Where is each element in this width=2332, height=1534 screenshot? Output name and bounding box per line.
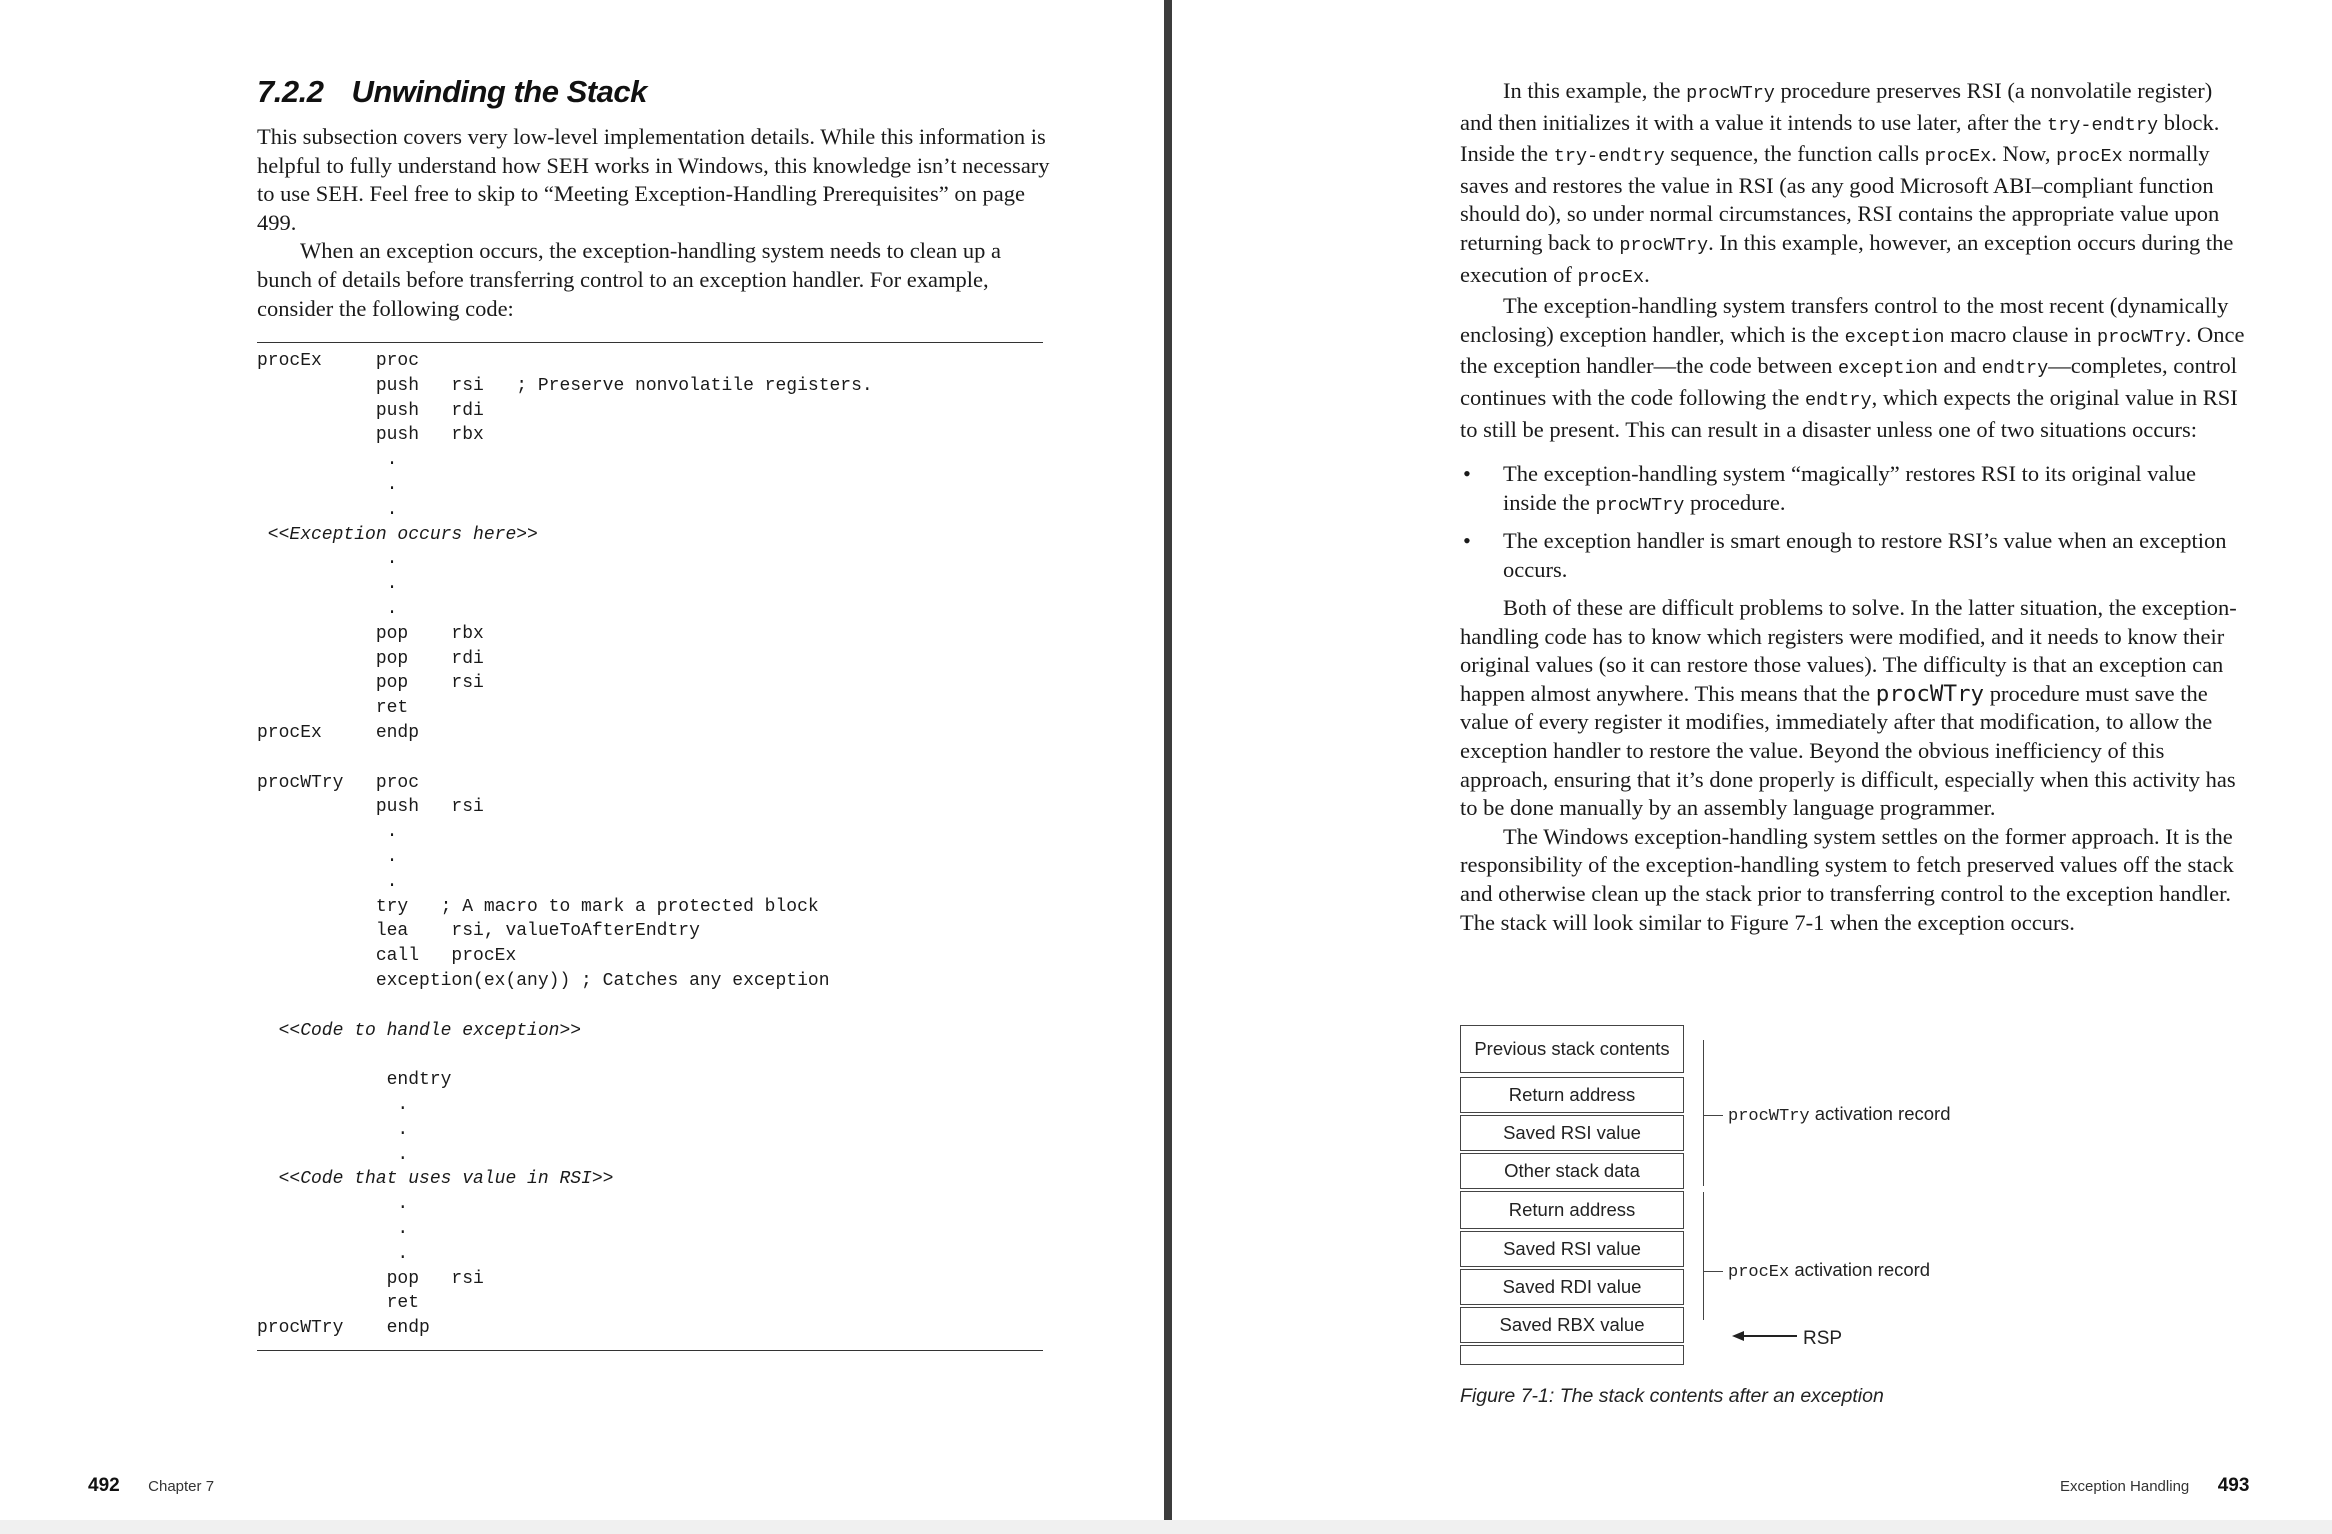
bullet-icon: • [1463,461,1471,486]
code-line: . [257,847,398,867]
code-line: . [257,1144,409,1165]
code-line: endtry [257,1070,452,1091]
code-line: . [257,450,398,471]
code-line: . [257,1219,409,1239]
code-line: . [257,574,398,595]
code-line: . [257,1243,409,1264]
bracket-tick [1703,1115,1723,1116]
chapter-label: Chapter 7 [148,1478,215,1495]
code-line: push rsi ; Preserve nonvolatile registers. [257,375,873,396]
page-number: 493 [2217,1475,2250,1496]
code-bottom-rule [257,1350,1043,1351]
code-line: . [257,871,398,892]
right-folio [2060,1475,2249,1497]
procex-activation-label: procEx activation record [1728,1259,1931,1282]
chapter-label: Exception Handling [2060,1478,2190,1495]
paragraph: The exception-handling system transfers control to the most recent (dynamically enclosing) exception handler, which is the exception macro clause in procWTry. Once the exception handler—the code between exception and endtry—completes, control continues with the code following the endtry, which expects the original value in RSI to still be present. This can result in a disaster unless one of two situations occurs: [1460,293,2245,442]
left-page [0,0,1164,1534]
code-line: try ; A macro to mark a protected block [257,896,819,917]
code-line: procWTry endp [257,1318,430,1339]
code-line: pop rsi [257,673,484,694]
bullet-icon: • [1463,528,1471,554]
code-line: procEx endp [257,723,420,743]
arrow-left-icon [1732,1329,1798,1343]
paragraph: Both of these are difficult problems to solve. In the latter situation, the exception-handling code has to know which registers were modified, and it needs to know their original values (so it can restore those values). The difficulty is that an exception can happen almost anywhere. This means that the procWTry procedure must save the value of every register it modifies, immediately after that modification, to allow the exception handler to restore the value. Beyond the obvious inefficiency of this approach, ensuring that it’s done properly is difficult, especially when this activity has to be done manually by an assembly language programmer. [1460,595,2237,821]
code-line: exception(ex(any)) ; Catches any exception [257,971,830,991]
code-line: <<Code to handle exception>> [257,1020,582,1041]
bullet-list [1460,460,2250,591]
stack-cell: Return address [1460,1191,1684,1229]
code-line: . [257,822,398,843]
code-line: . [257,599,398,619]
code-line: pop rdi [257,648,484,669]
bracket-tick [1703,1271,1723,1272]
code-line: . [257,1095,409,1115]
code-line: call procEx [257,946,517,967]
code-line: . [257,549,398,570]
code-line: pop rbx [257,623,484,644]
figure-caption: Figure 7-1: The stack contents after an exception [1460,1385,1884,1407]
code-line: pop rsi [257,1268,484,1289]
list-item: • The exception handler is smart enough to restore RSI’s value when an exception occurs. [1463,528,2227,582]
rsp-label: RSP [1803,1328,1843,1349]
stack-cell: Previous stack contents [1460,1025,1684,1073]
list-item: • The exception-handling system “magically” restores RSI to its original value inside the procWTry procedure. [1463,461,2196,516]
code-top-rule [257,342,1043,343]
stack-cell: Saved RSI value [1460,1231,1684,1267]
stack-cell [1460,1345,1684,1365]
bracket-procwtry [1703,1040,1704,1186]
code-line: ret [257,1293,420,1314]
code-line: push rsi [257,797,484,818]
section-heading [257,74,647,110]
left-folio [88,1475,214,1497]
section-number: 7.2.2 [257,74,324,109]
stack-cell: Saved RDI value [1460,1269,1684,1305]
code-line: . [257,499,398,520]
code-line: procWTry proc [257,772,420,793]
code-line: push rdi [257,400,484,421]
stack-cell: Return address [1460,1077,1684,1113]
paragraph: The Windows exception-handling system settles on the former approach. It is the responsibility of the exception-handling system to fetch preserved values off the stack and otherwise clean up the stack prior to transferring control to the exception handler. The stack will look similar to Figure 7-1 when the exception occurs. [1460,823,2234,935]
procwtry-activation-label: procWTry activation record [1728,1103,1951,1126]
code-line: procEx proc [257,351,420,371]
paragraph: This subsection covers very low-level implementation details. While this information is helpful to fully understand how SEH works in Windows, this knowledge isn’t necessary to use SEH. Feel free to skip to “Meeting Exception-Handling Prerequisites” on page 499. [257,124,1050,235]
intro-text [257,123,1057,323]
code-line: . [257,475,398,495]
code-line: . [257,1194,409,1215]
section-title: Unwinding the Stack [351,74,647,109]
right-body-bottom [1460,594,2250,937]
code-line: lea rsi, valueToAfterEndtry [257,921,700,942]
code-line: <<Exception occurs here>> [257,524,538,545]
code-line: . [257,1119,409,1140]
stack-cell: Saved RSI value [1460,1115,1684,1151]
stack-cell: Other stack data [1460,1153,1684,1189]
paragraph: In this example, the procWTry procedure preserves RSI (a nonvolatile register) and then initializes it with a value it intends to use later, after the try-endtry block. Inside the try-endtry sequence, the function calls procEx. Now, procEx normally saves and restores the value in RSI (as any good Microsoft ABI–compliant function should do), so under normal circumstances, RSI contains the appropriate value upon returning back to procWTry. In this example, however, an exception occurs during the execution of procEx. [1460,78,2234,288]
page-bottom-shade [0,1520,2332,1534]
bracket-procex [1703,1192,1704,1320]
right-body-top [1460,77,2250,444]
code-line: push rbx [257,425,484,446]
book-gutter [1164,0,1172,1534]
code-line: ret [257,698,409,719]
stack-cell: Saved RBX value [1460,1307,1684,1343]
paragraph: When an exception occurs, the exception-handling system needs to clean up a bunch of details before transferring control to an exception handler. For example, consider the following code: [257,238,1002,321]
page-number: 492 [88,1475,120,1496]
code-line: <<Code that uses value in RSI>> [257,1169,614,1190]
